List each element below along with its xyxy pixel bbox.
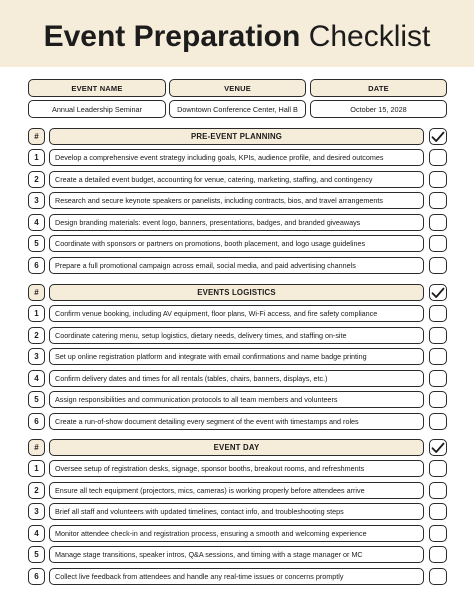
info-label-2: [310, 79, 447, 97]
task-text: Coordinate with sponsors or partners on promotions, booth placement, and logo usage guidelines: [55, 239, 366, 248]
task-number-text: 4: [34, 528, 39, 538]
task-text: Confirm delivery dates and times for all rentals (tables, chairs, banners, displays, etc.): [55, 373, 328, 383]
task-checkbox[interactable]: [429, 257, 447, 274]
task-number-text: 6: [34, 416, 39, 426]
task-number: [28, 305, 45, 322]
task-number: [28, 391, 45, 408]
section-hash-header: [28, 128, 45, 145]
task-checkbox[interactable]: [429, 503, 447, 520]
title-bold: Event Preparation: [43, 20, 301, 53]
task-number: [28, 370, 45, 387]
task-number: [28, 171, 45, 188]
task-number: [28, 257, 45, 274]
task-checkbox[interactable]: [429, 482, 447, 499]
task-number-text: 2: [34, 174, 39, 184]
section-title-2: [49, 439, 424, 456]
section-title-text: EVENT DAY: [213, 443, 260, 452]
task-number-text: 1: [34, 464, 39, 473]
task-number: [28, 525, 45, 542]
task-number-text: 2: [34, 330, 39, 340]
task-number-text: 6: [34, 571, 39, 581]
task-checkbox[interactable]: [429, 568, 447, 585]
task-row: [49, 525, 424, 542]
task-number-text: 5: [34, 550, 39, 559]
task-number-text: 3: [34, 507, 39, 516]
task-number-text: 1: [34, 309, 39, 318]
info-value-text: Annual Leadership Seminar: [51, 104, 143, 114]
task-checkbox[interactable]: [429, 214, 447, 231]
task-number-text: 3: [34, 352, 39, 361]
task-number: [28, 214, 45, 231]
task-number: [28, 503, 45, 520]
task-number-text: 4: [34, 373, 39, 383]
task-row: [49, 305, 424, 322]
task-checkbox[interactable]: [429, 149, 447, 166]
checkmark-icon: [431, 442, 445, 454]
section-checkbox[interactable]: [429, 128, 447, 145]
task-text: Brief all staff and volunteers with updated timelines, contact info, and troubleshooting steps: [55, 507, 344, 516]
task-number-text: 4: [34, 217, 39, 227]
info-value-text: Downtown Conference Center, Hall B: [177, 104, 298, 114]
info-label-0: [28, 79, 166, 97]
info-value-field-1[interactable]: [169, 100, 306, 118]
section-checkbox[interactable]: [429, 439, 447, 456]
task-row: [49, 348, 424, 365]
task-checkbox[interactable]: [429, 327, 447, 344]
info-label-text: VENUE: [224, 83, 251, 93]
task-number: [28, 192, 45, 209]
task-row: [49, 149, 424, 166]
info-value-field-2[interactable]: [310, 100, 447, 118]
task-checkbox[interactable]: [429, 348, 447, 365]
task-row: [49, 503, 424, 520]
page-title: [0, 19, 474, 55]
task-text: Collect live feedback from attendees and handle any real-time issues or concerns promptly: [55, 571, 344, 581]
task-checkbox[interactable]: [429, 413, 447, 430]
task-text: Prepare a full promotional campaign across email, social media, and paid advertising channels: [55, 260, 356, 270]
task-text: Confirm venue booking, including AV equipment, floor plans, Wi-Fi access, and fire safety compliance: [55, 309, 378, 318]
task-number: [28, 460, 45, 477]
info-label-text: DATE: [368, 83, 389, 93]
section-title-1: [49, 284, 424, 301]
task-checkbox[interactable]: [429, 171, 447, 188]
section-title-text: EVENTS LOGISTICS: [197, 288, 276, 297]
task-checkbox[interactable]: [429, 370, 447, 387]
task-number-text: 5: [34, 239, 39, 248]
task-row: [49, 327, 424, 344]
task-text: Research and secure keynote speakers or panelists, including contracts, bios, and travel arrangements: [55, 196, 384, 205]
task-text: Coordinate catering menu, setup logistics, dietary needs, delivery times, and staffing on-site: [55, 330, 347, 340]
info-value-field-0[interactable]: [28, 100, 166, 118]
task-number-text: 3: [34, 196, 39, 205]
task-number-text: 2: [34, 485, 39, 495]
section-title-0: [49, 128, 424, 145]
section-hash-header: [28, 439, 45, 456]
checkmark-icon: [431, 287, 445, 299]
task-text: Design branding materials: event logo, banners, presentations, badges, and branded giveaways: [55, 217, 361, 227]
task-text: Manage stage transitions, speaker intros, Q&A sessions, and timing with a stage manager or MC: [55, 550, 363, 559]
info-label-1: [169, 79, 306, 97]
task-row: [49, 546, 424, 563]
task-number-text: 6: [34, 260, 39, 270]
section-checkbox[interactable]: [429, 284, 447, 301]
section-hash-header: [28, 284, 45, 301]
task-checkbox[interactable]: [429, 192, 447, 209]
task-row: [49, 235, 424, 252]
task-checkbox[interactable]: [429, 460, 447, 477]
task-row: [49, 568, 424, 585]
info-label-text: EVENT NAME: [71, 83, 123, 93]
task-number: [28, 568, 45, 585]
task-row: [49, 482, 424, 499]
section-title-text: PRE-EVENT PLANNING: [190, 132, 283, 141]
task-text: Set up online registration platform and integrate with email confirmations and name badge printing: [55, 352, 367, 361]
task-checkbox[interactable]: [429, 235, 447, 252]
hash-symbol: #: [34, 443, 39, 452]
task-number: [28, 413, 45, 430]
checkmark-icon: [431, 131, 445, 143]
task-row: [49, 413, 424, 430]
task-checkbox[interactable]: [429, 525, 447, 542]
task-number: [28, 482, 45, 499]
task-text: Create a detailed event budget, accounting for venue, catering, marketing, staffing, and contingency: [55, 174, 373, 184]
task-text: Ensure all tech equipment (projectors, mics, cameras) is working properly before attendees arrive: [55, 485, 365, 495]
task-row: [49, 370, 424, 387]
hash-symbol: #: [34, 288, 39, 297]
task-number-text: 5: [34, 395, 39, 404]
task-text: Monitor attendee check-in and registration process, ensuring a smooth and welcoming experience: [55, 528, 367, 538]
task-number: [28, 546, 45, 563]
title-light: Checklist: [308, 20, 431, 53]
task-text: Develop a comprehensive event strategy including goals, KPIs, audience profile, and desired outcomes: [55, 153, 384, 162]
task-row: [49, 391, 424, 408]
task-checkbox[interactable]: [429, 391, 447, 408]
task-row: [49, 460, 424, 477]
task-number: [28, 149, 45, 166]
info-value-text: October 15, 2028: [350, 104, 407, 114]
task-row: [49, 192, 424, 209]
task-number: [28, 348, 45, 365]
task-number: [28, 235, 45, 252]
task-checkbox[interactable]: [429, 546, 447, 563]
task-row: [49, 214, 424, 231]
task-text: Oversee setup of registration desks, signage, sponsor booths, breakout rooms, and refreshments: [55, 464, 365, 473]
task-row: [49, 257, 424, 274]
task-checkbox[interactable]: [429, 305, 447, 322]
task-row: [49, 171, 424, 188]
hash-symbol: #: [34, 132, 39, 141]
task-text: Create a run-of-show document detailing every segment of the event with timestamps and roles: [55, 416, 359, 426]
task-number-text: 1: [34, 153, 39, 162]
task-text: Assign responsibilities and communication protocols to all team members and volunteers: [55, 395, 338, 404]
task-number: [28, 327, 45, 344]
